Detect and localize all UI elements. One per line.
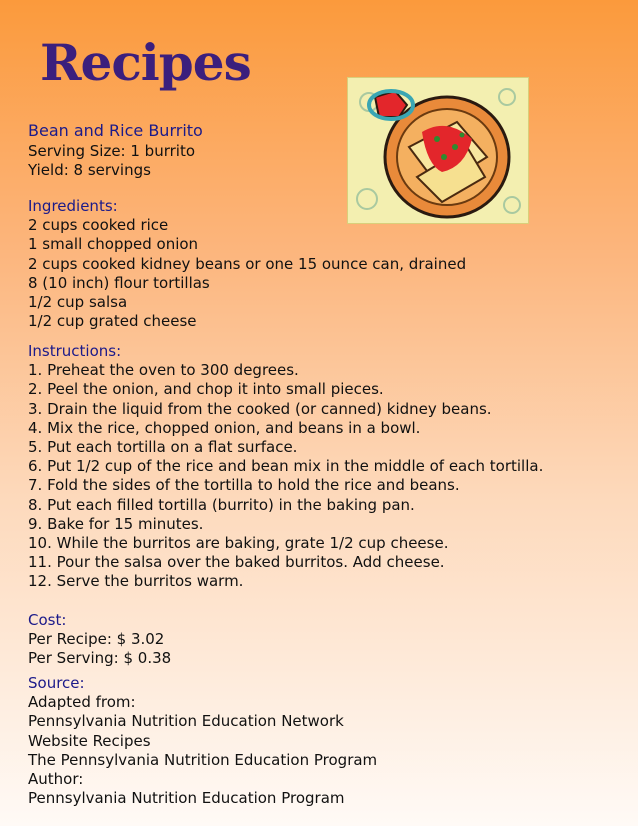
yield: Yield: 8 servings bbox=[28, 161, 151, 179]
instruction-step: 7. Fold the sides of the tortilla to hold the rice and beans. bbox=[28, 476, 460, 495]
source-line: Pennsylvania Nutrition Education Program bbox=[28, 789, 345, 808]
instruction-step: 6. Put 1/2 cup of the rice and bean mix in the middle of each tortilla. bbox=[28, 457, 544, 476]
ingredient-item: 8 (10 inch) flour tortillas bbox=[28, 273, 210, 292]
recipe-name: Bean and Rice Burrito bbox=[28, 121, 203, 140]
ingredient-item: 1/2 cup salsa bbox=[28, 293, 128, 312]
ingredient-item: 2 cups cooked kidney beans or one 15 ounce can, drained bbox=[28, 254, 467, 273]
instruction-step: 10. While the burritos are baking, grate 1/2 cup cheese. bbox=[28, 534, 449, 553]
instruction-step: 5. Put each tortilla on a flat surface. bbox=[28, 438, 298, 457]
ingredient-item: 1 small chopped onion bbox=[28, 235, 199, 254]
serving-size: Serving Size: 1 burrito bbox=[28, 142, 196, 160]
cost-heading: Cost: bbox=[28, 611, 67, 629]
instructions-section bbox=[28, 342, 543, 592]
source-line: Adapted from: bbox=[28, 693, 136, 712]
cost-per-serving: Per Serving: $ 0.38 bbox=[28, 649, 172, 668]
instruction-step: 4. Mix the rice, chopped onion, and beans in a bowl. bbox=[28, 418, 421, 437]
instruction-step: 1. Preheat the oven to 300 degrees. bbox=[28, 361, 299, 380]
ingredients-section bbox=[28, 197, 466, 331]
ingredient-item: 1/2 cup grated cheese bbox=[28, 312, 197, 331]
instruction-step: 12. Serve the burritos warm. bbox=[28, 572, 244, 591]
cost-section bbox=[28, 611, 171, 669]
instruction-step: 2. Peel the onion, and chop it into small pieces. bbox=[28, 380, 384, 399]
ingredient-item: 2 cups cooked rice bbox=[28, 216, 169, 235]
source-line: Website Recipes bbox=[28, 731, 151, 750]
cost-per-recipe: Per Recipe: $ 3.02 bbox=[28, 630, 165, 649]
source-line: The Pennsylvania Nutrition Education Program bbox=[28, 750, 378, 769]
source-section bbox=[28, 674, 377, 808]
ingredients-heading: Ingredients: bbox=[28, 197, 118, 215]
source-heading: Source: bbox=[28, 674, 85, 692]
source-line: Author: bbox=[28, 770, 84, 789]
instruction-step: 8. Put each filled tortilla (burrito) in the baking pan. bbox=[28, 495, 415, 514]
instruction-step: 9. Bake for 15 minutes. bbox=[28, 514, 204, 533]
source-line: Pennsylvania Nutrition Education Network bbox=[28, 712, 344, 731]
instruction-step: 3. Drain the liquid from the cooked (or canned) kidney beans. bbox=[28, 399, 492, 418]
page-title: Recipes bbox=[40, 33, 251, 92]
instructions-heading: Instructions: bbox=[28, 342, 122, 360]
instruction-step: 11. Pour the salsa over the baked burritos. Add cheese. bbox=[28, 553, 445, 572]
